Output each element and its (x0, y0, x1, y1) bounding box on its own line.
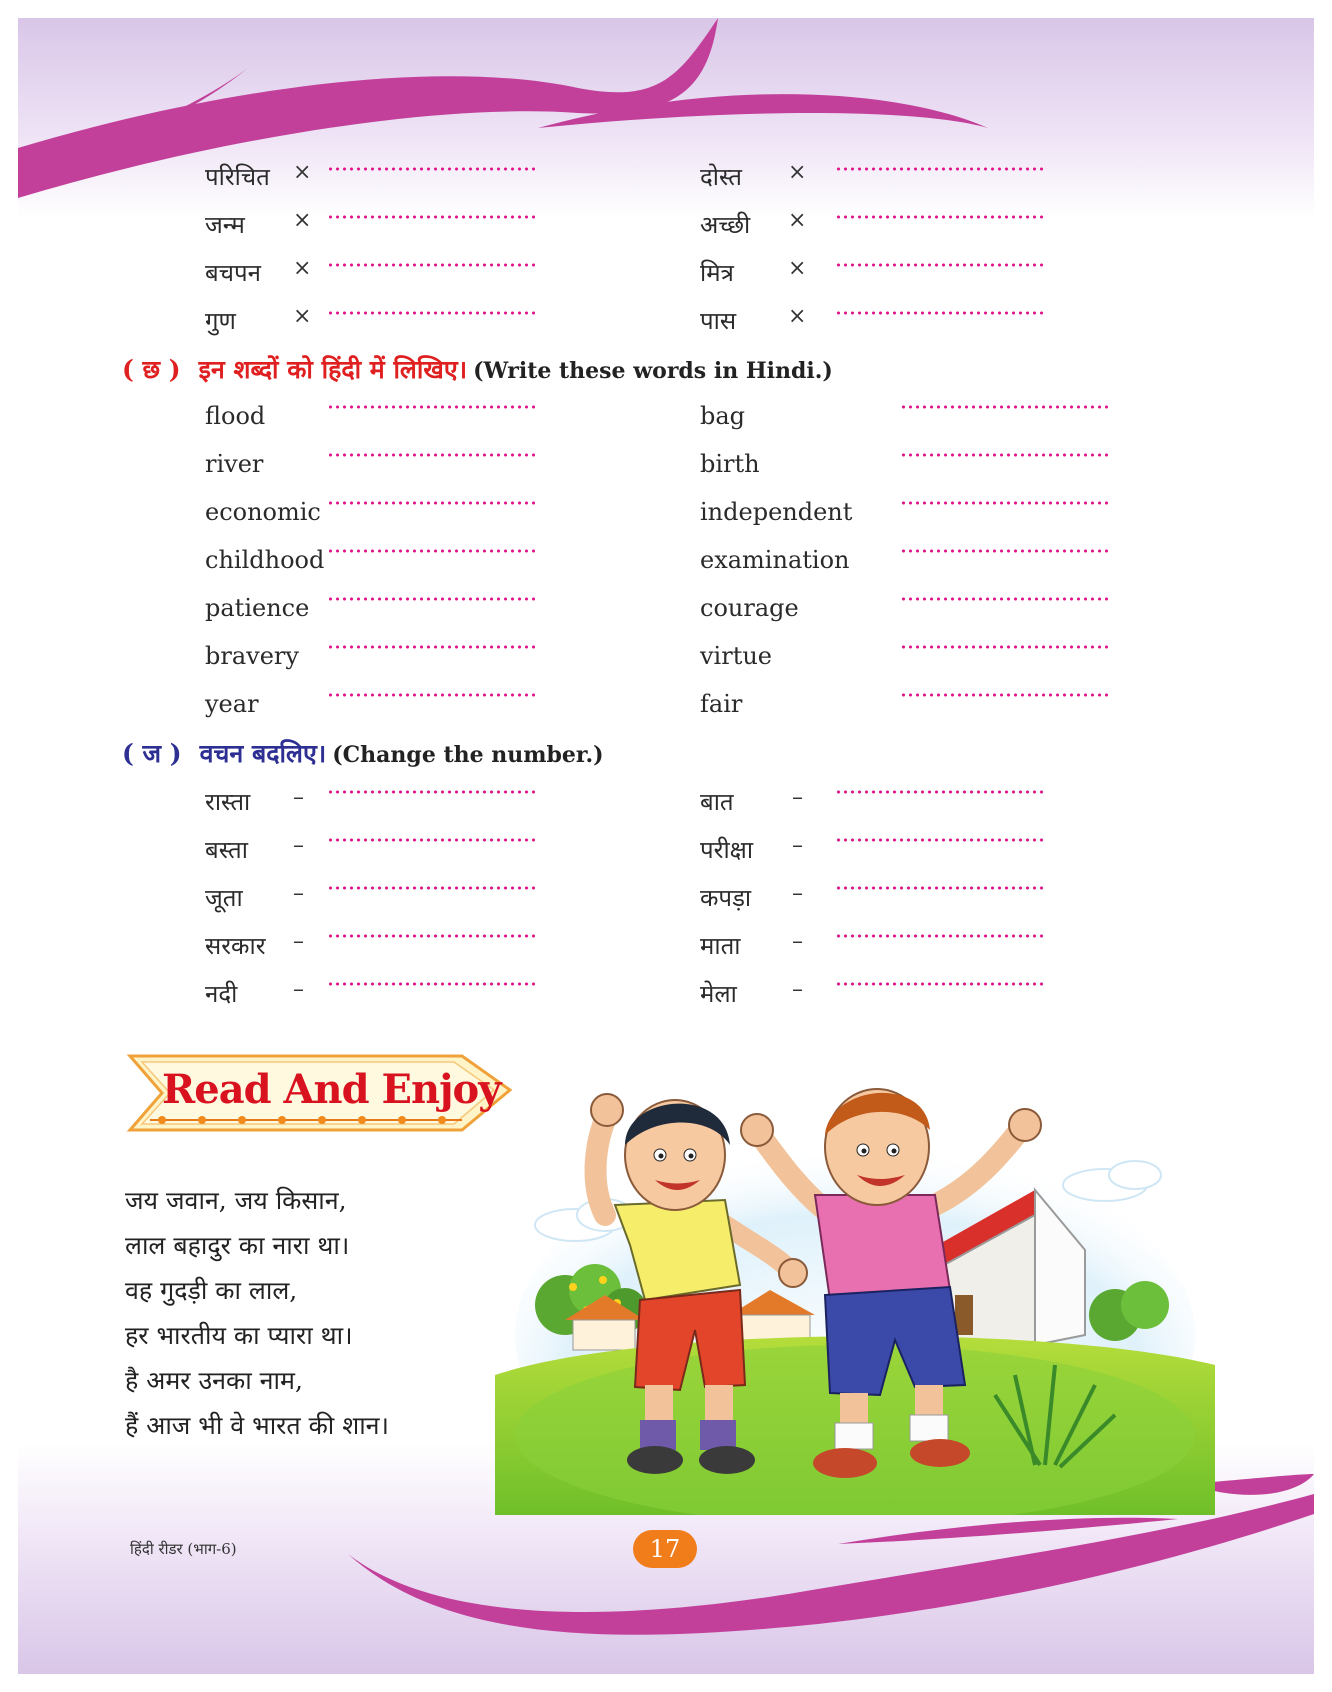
hindi-word: जूता (205, 884, 243, 912)
answer-blank[interactable] (900, 692, 1110, 702)
book-title-footer: हिंदी रीडर (भाग-6) (130, 1540, 237, 1558)
answer-blank[interactable] (327, 692, 537, 702)
antonym-symbol: × (788, 208, 807, 233)
translate-row (205, 690, 665, 730)
answer-blank[interactable] (327, 452, 537, 462)
number-row (205, 977, 725, 1017)
antonym-word: पास (700, 307, 737, 335)
antonym-word: परिचित (205, 163, 270, 191)
dash-symbol: – (293, 929, 304, 954)
answer-blank[interactable] (327, 500, 537, 510)
antonym-word: दोस्त (700, 163, 742, 191)
antonym-symbol: × (293, 208, 312, 233)
section-title-english: (Change the number.) (332, 742, 604, 768)
answer-blank[interactable] (835, 933, 1045, 943)
answer-blank[interactable] (327, 596, 537, 606)
dash-symbol: – (293, 833, 304, 858)
number-row (700, 785, 1120, 825)
hindi-word: बात (700, 788, 734, 816)
translate-row (205, 594, 665, 634)
poem-line: हर भारतीय का प्यारा था। (125, 1321, 353, 1350)
dash-symbol: – (293, 977, 304, 1002)
antonym-row (700, 160, 1120, 200)
english-word: river (205, 450, 264, 478)
number-row (205, 833, 725, 873)
page-number-badge: 17 (633, 1530, 697, 1568)
poem-line: वह गुदड़ी का लाल, (125, 1276, 298, 1305)
hindi-word: रास्ता (205, 788, 251, 816)
english-word: courage (700, 594, 799, 622)
english-word: childhood (205, 546, 325, 574)
section-ja-heading (122, 736, 604, 770)
english-word: year (205, 690, 259, 718)
answer-blank[interactable] (835, 214, 1045, 224)
antonym-row (205, 304, 725, 344)
translate-row (205, 450, 665, 490)
translate-row (700, 594, 1120, 634)
antonym-symbol: × (788, 256, 807, 281)
answer-blank[interactable] (327, 214, 537, 224)
answer-blank[interactable] (327, 981, 537, 991)
hindi-word: परीक्षा (700, 836, 754, 864)
english-word: birth (700, 450, 760, 478)
antonym-row (700, 256, 1120, 296)
english-word: bag (700, 402, 746, 430)
translate-row (700, 450, 1120, 490)
number-row (700, 881, 1120, 921)
poem-line: है अमर उनका नाम, (125, 1366, 303, 1395)
english-word: virtue (700, 642, 773, 670)
antonym-word: अच्छी (700, 211, 751, 239)
translate-row (700, 642, 1120, 682)
answer-blank[interactable] (835, 885, 1045, 895)
english-word: patience (205, 594, 310, 622)
antonym-symbol: × (788, 304, 807, 329)
dash-symbol: – (792, 785, 803, 810)
translate-row (700, 546, 1120, 586)
section-chh-heading (122, 352, 833, 386)
english-word: flood (205, 402, 266, 430)
dash-symbol: – (792, 977, 803, 1002)
translate-row (700, 402, 1120, 442)
antonym-word: जन्म (205, 211, 245, 239)
english-word: economic (205, 498, 321, 526)
answer-blank[interactable] (835, 262, 1045, 272)
dash-symbol: – (792, 881, 803, 906)
poem (125, 1178, 389, 1448)
english-word: examination (700, 546, 850, 574)
antonym-symbol: × (788, 160, 807, 185)
answer-blank[interactable] (900, 548, 1110, 558)
translate-row (205, 402, 665, 442)
answer-blank[interactable] (327, 262, 537, 272)
number-row (205, 929, 725, 969)
section-number: ( ज ) (122, 739, 182, 768)
translate-row (205, 642, 665, 682)
answer-blank[interactable] (327, 789, 537, 799)
antonym-row (700, 304, 1120, 344)
poem-line: हैं आज भी वे भारत की शान। (125, 1411, 390, 1440)
hindi-word: कपड़ा (700, 884, 752, 912)
antonym-symbol: × (293, 304, 312, 329)
number-row (700, 977, 1120, 1017)
answer-blank[interactable] (835, 310, 1045, 320)
answer-blank[interactable] (327, 548, 537, 558)
answer-blank[interactable] (835, 981, 1045, 991)
number-row (700, 929, 1120, 969)
antonym-row (205, 256, 725, 296)
number-row (205, 881, 725, 921)
answer-blank[interactable] (900, 404, 1110, 414)
dash-symbol: – (293, 881, 304, 906)
answer-blank[interactable] (327, 837, 537, 847)
hindi-word: बस्ता (205, 836, 248, 864)
translate-row (700, 690, 1120, 730)
answer-blank[interactable] (327, 885, 537, 895)
dash-symbol: – (792, 929, 803, 954)
answer-blank[interactable] (835, 837, 1045, 847)
answer-blank[interactable] (900, 500, 1110, 510)
answer-blank[interactable] (327, 310, 537, 320)
antonym-symbol: × (293, 256, 312, 281)
number-row (700, 833, 1120, 873)
answer-blank[interactable] (835, 166, 1045, 176)
hindi-word: नदी (205, 980, 238, 1008)
antonym-row (700, 208, 1120, 248)
dash-symbol: – (293, 785, 304, 810)
antonym-word: गुण (205, 307, 236, 335)
section-title-hindi: इन शब्दों को हिंदी में लिखिए। (198, 355, 468, 384)
translate-row (205, 546, 665, 586)
antonym-word: बचपन (205, 259, 261, 287)
section-title-english: (Write these words in Hindi.) (473, 358, 833, 384)
answer-blank[interactable] (900, 452, 1110, 462)
translate-row (700, 498, 1120, 538)
translate-row (205, 498, 665, 538)
section-number: ( छ ) (122, 355, 181, 384)
antonym-symbol: × (293, 160, 312, 185)
poem-line: जय जवान, जय किसान, (125, 1186, 347, 1215)
answer-blank[interactable] (900, 596, 1110, 606)
hindi-word: माता (700, 932, 741, 960)
english-word: bravery (205, 642, 299, 670)
answer-blank[interactable] (900, 644, 1110, 654)
section-title-hindi: वचन बदलिए। (199, 739, 327, 768)
answer-blank[interactable] (327, 404, 537, 414)
two-boys-illustration (495, 1075, 1215, 1515)
english-word: independent (700, 498, 853, 526)
answer-blank[interactable] (327, 933, 537, 943)
antonym-word: मित्र (700, 259, 734, 287)
number-row (205, 785, 725, 825)
hindi-word: मेला (700, 980, 737, 1008)
antonym-row (205, 160, 725, 200)
dash-symbol: – (792, 833, 803, 858)
antonym-row (205, 208, 725, 248)
hindi-word: सरकार (205, 932, 266, 960)
answer-blank[interactable] (327, 644, 537, 654)
poem-line: लाल बहादुर का नारा था। (125, 1231, 350, 1260)
read-enjoy-title: Read And Enjoy (162, 1066, 501, 1113)
english-word: fair (700, 690, 743, 718)
answer-blank[interactable] (835, 789, 1045, 799)
answer-blank[interactable] (327, 166, 537, 176)
